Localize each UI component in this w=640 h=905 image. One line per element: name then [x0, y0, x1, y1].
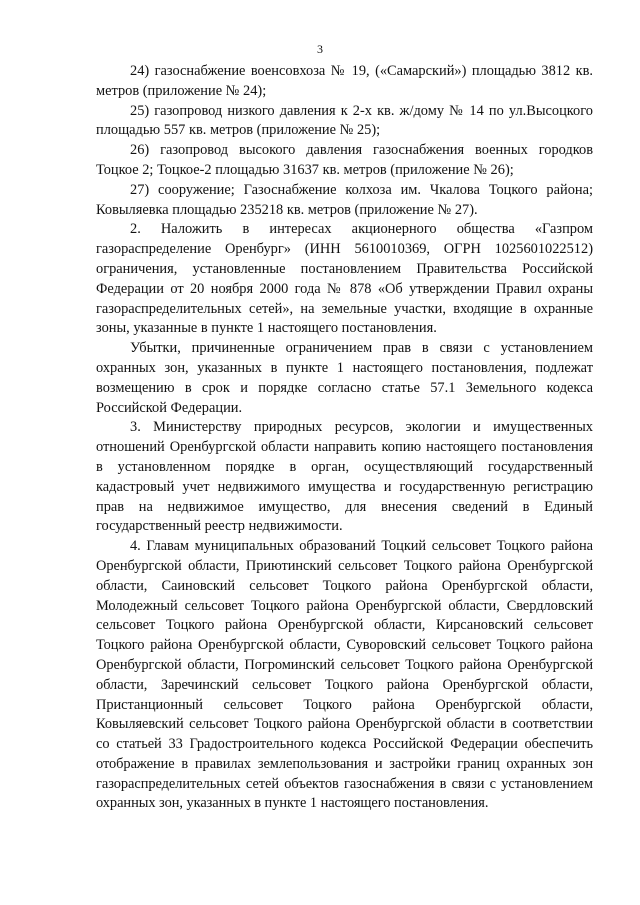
paragraph-losses: Убытки, причиненные ограничением прав в связи с установлением охранных зон, указанных в пункте 1 настоящего постановления, подлежат возмещению в срок и порядке согласно статье 57.1 Земельного кодекса Российской Федерации. [96, 340, 593, 416]
paragraph-item-24: 24) газоснабжение военсовхоза № 19, («Самарский») площадью 3812 кв. метров (приложение № 24); [96, 63, 593, 99]
paragraph-clause-3: 3. Министерству природных ресурсов, экологии и имущественных отношений Оренбургской области направить копию настоящего постановления в установленном порядке в орган, осуществляющий государственный кадастровый учет недвижимого имущества и государственную регистрацию прав на недвижимое имущество, для внесения сведений в Единый государственный реестр недвижимости. [96, 419, 593, 535]
page-number: 3 [317, 42, 323, 56]
paragraph-item-27: 27) сооружение; Газоснабжение колхоза им. Чкалова Тоцкого района; Ковыляевка площадью 235218 кв. метров (приложение № 27). [96, 181, 593, 218]
paragraph-clause-2: 2. Наложить в интересах акционерного общества «Газпром газораспределение Оренбург» (ИНН 5610010369, ОГРН 1025601022512) ограничения, установленные постановлением Правительства Российской Федерации от 20 ноября 2000 года № 878 «Об утверждении Правил охраны газораспределительных сетей», на земельные участки, входящие в охранные зоны, указанные в пункте 1 настоящего постановления. [96, 221, 593, 337]
paragraph-item-26: 26) газопровод высокого давления газоснабжения военных городков Тоцкое 2; Тоцкое-2 площадью 31637 кв. метров (приложение № 26); [96, 142, 593, 178]
document-body [96, 62, 593, 814]
paragraph-clause-4: 4. Главам муниципальных образований Тоцкий сельсовет Тоцкого района Оренбургской области, Приютинский сельсовет Тоцкого района Оренбургской области, Саиновский сельсовет Тоцкого района Оренбургской области, Молодежный сельсовет Тоцкого района Оренбургской области, Свердловский сельсовет Тоцкого района Оренбургской области, Кирсановский сельсовет Тоцкого района Оренбургской области, Суворовский сельсовет Тоцкого района Оренбургской области, Погроминский сельсовет Тоцкого района Оренбургской области, Заречинский сельсовет Тоцкого района Оренбургской области, Пристанционный сельсовет Тоцкого района Оренбургской области, Ковыляевский сельсовет Тоцкого района Оренбургской области в соответствии со статьей 33 Градостроительного кодекса Российской Федерации обеспечить отображение в правилах землепользования и застройки границ охранных зон газораспределительных сетей объектов газоснабжения в связи с установлением охранных зон, указанных в пункте 1 настоящего постановления. [96, 538, 593, 812]
paragraph-item-25: 25) газопровод низкого давления к 2-х кв. ж/дому № 14 по ул.Высоцкого площадью 557 кв. метров (приложение № 25); [96, 102, 593, 139]
